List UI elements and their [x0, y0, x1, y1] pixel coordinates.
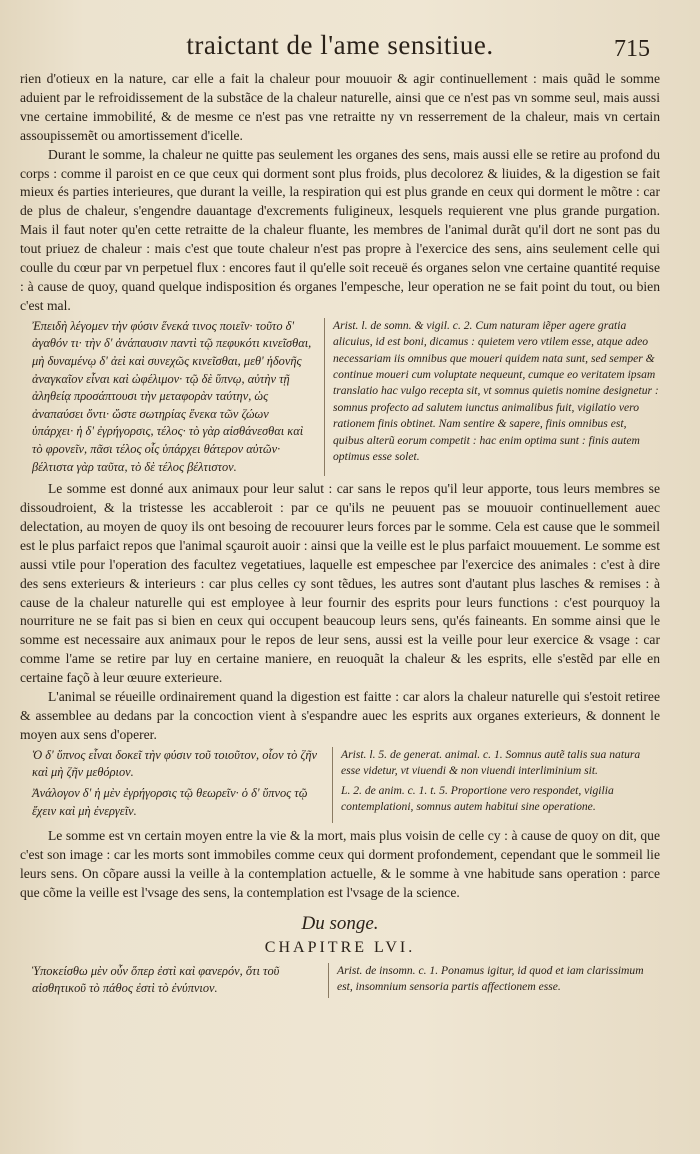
page-number: 715 — [614, 36, 650, 62]
latin-note-a: Arist. l. 5. de generat. animal. c. 1. Somnus autẽ talis sua natura esse videtur, vt viuendi & non viuendi interliminium sit. — [341, 747, 641, 778]
greek-quotation-b: Ἀνάλογον δ' ἡ μὲν ἐγρήγορσις τῷ θεωρεῖν· ὁ δ' ὕπνος τῷ ἔχειν καὶ μὴ ἐνεργεῖν. — [32, 786, 308, 818]
chapter-title: CHAPITRE LVI. — [264, 938, 416, 956]
section-title: Du songe. — [301, 912, 379, 934]
quotation-block-2 — [20, 747, 660, 823]
paragraph-heat-retreat: Durant le somme, la chaleur ne quitte pas seulement les organes des sens, mais aussi elle se retire au profond du corps : comme il paroist en ce que ceux qui dorment sont plus froids, plus decolorez & liuides, & la digestion se fait mieux és parties interieures, que durant la veille, la respiration qui est plus grande en ceux qui dorment le mõtre : car de plus de chaleur, s'engendre dauantage d'excrements fuligineux, lesquels requierent vne plus grande purgation. Mais il faut noter qu'en cette retraitte de la chaleur fluante, les membres de l'animal durãt qu'il dort ne sont pas du tout priuez de chaleur : mais c'est que toute chaleur n'est pas propre à l'exercice des sens, ains seulement celle qui coulle du cœur par vn perpetuel flux : encores faut il qu'elle soit receuë és organes selon vne certaine quantité requise : à cause de quoy, quand quelque indisposition és organes l'empesche, leur operation ne se fait point du tout, ou bien c'est mal. — [20, 146, 660, 313]
greek-quotation: Ἐπειδὴ λέγομεν τὴν φύσιν ἕνεκά τινος ποιεῖν· τοῦτο δ' ἀγαθόν τι· τὴν δ' ἀνάπαυσιν παντὶ τῷ πεφυκότι κινεῖσθαι, μὴ δυναμένῳ δ' ἀεὶ καὶ συνεχῶς κινεῖσθαι, μεθ' ἡδονῆς ἀναγκαῖον εἶναι καὶ ὠφέλιμον· τῷ δὲ ὕπνῳ, αὐτὴν τῇ ἀληθείᾳ προσάπτουσι τὴν μεταφορὰν ταύτην, ὡς ἀναπαύσει ὄντι· ὥστε σωτηρίας ἕνεκα τῶν ζώων ὑπάρχει· ἡ δ' ἐγρήγορσις, τέλος· τὸ γὰρ αἰσθάνεσθαι καὶ τὸ φρονεῖν, πᾶσι τέλος οἷς ὑπάρχει θάτερον αὐτῶν· βέλτιστα γὰρ ταῦτα, τὸ δὲ τέλος βέλτιστον. — [32, 318, 312, 474]
paragraph-sleep-purpose: Le somme est donné aux animaux pour leur salut : car sans le repos qu'il leur apporte, tous leurs membres se dissoudroient, & la tristesse les accableroit : par ce qu'ils ne peuuent pas se mouuoir continuellement auec delectation, au moyen de quoy ils ont besoing de recouurer leurs forces par le somme. Cela est cause que le sommeil est le plus parfaict repos que l'animal sçauroit auoir : ainsi que la veille est le plus parfaict mouuement. Le somme est aussi vtile pour l'operation des facultez vegetatiues, laquelle est empeschee par l'exercice des animales : c'est à dire des sens exterieurs & interieurs : car plus celles cy sont tẽdues, les autres sont d'autant plus lasches & remises : à cause de la chaleur naturelle qui est employee à leur fournir des esprits pour leurs functions : c'est pourquoy la nourriture ne se fait pas si bien en ceux qui occupent beaucoup leurs sens, qu'és faineants. En somme ainsi que le somme est necessaire aux animaux pour le repos de leur sens, aussi est la veille pour leur exercice & vsage : car comme l'ame se retire par luy en certaine maniere, en reuoquãt la chaleur & les esprits, elle s'estẽd par elle en certaine façõ à leur œuure exterieure. — [20, 481, 660, 686]
quotation-block-3 — [20, 963, 660, 998]
latin-margin-notes — [332, 747, 660, 823]
running-head — [20, 30, 660, 68]
running-title: traictant de l'ame sensitiue. — [186, 30, 494, 60]
latin-margin-note: Arist. l. de somn. & vigil. c. 2. Cum naturam iẽper agere gratia alicuius, id est boni, dicamus : quietem vero vtilem esse, atque adeo necessariam iis omnibus que moueri quidem nata sunt, sed semper & continue moueri cum voluptate nequeunt, cumque eo veritatem ipsam translatio hac vulgo recepta sit, vt somnus quietis nomine designetur : somnus profecto ad salutem iunctus animalibus fuit, vigilatio vero rationem finis obtinet. Nam sentire & sapere, finis omnibus est, quibus alterũ eorum competit : hac enim optima sunt : finis autem optimus esse solet. — [324, 318, 660, 476]
quotation-block-1 — [20, 318, 660, 476]
latin-note-dream: Arist. de insomn. c. 1. Ponamus igitur, id quod et iam clarissimum est, insomnium sensoria partis affectionem esse. — [328, 963, 660, 998]
paragraph-continuation: rien d'otieux en la nature, car elle a fait la chaleur pour mouuoir & agir continuellement : mais quãd le somme aduient par le refroidissement de la substãce de la chaleur naturelle, ainsi que ce n'est pas vn somme seul, mais aussi vne certaine immobilité, & de mesme ce n'est pas vne retraitte ny vn resserrement de la chaleur, mais vn certain assoupissemẽt ou amortissement d'icelle. — [20, 71, 660, 143]
greek-quotation-a: Ὁ δ' ὕπνος εἶναι δοκεῖ τὴν φύσιν τοῦ τοιοῦτον, οἷον τὸ ζῆν καὶ μὴ ζῆν μεθόριον. — [32, 747, 318, 780]
latin-note-b: L. 2. de anim. c. 1. t. 5. Proportione vero respondet, vigilia contemplationi, somnus autem habitui sine operatione. — [341, 783, 614, 814]
greek-quotations — [20, 747, 320, 823]
paragraph-awakening: L'animal se réueille ordinairement quand la digestion est faitte : car alors la chaleur naturelle qui s'estoit retiree & assemblee au dedans par la concoction vient à s'espandre auec les esprits aux organes exterieurs, & donnent le moyen aux sens d'operer. — [20, 689, 660, 742]
paragraph-sleep-death: Le somme est vn certain moyen entre la vie & la mort, mais plus voisin de celle cy : à cause de quoy on dit, que c'est son image : car les morts sont immobiles comme ceux qui dorment profondement, cependant que le sommeil lie leurs sens. On cõpare aussi la veille à la contemplation actuelle, & le somme à vne habitude sans operation : parce que cõme la veille est l'vsage des sens, la contemplation est l'vsage de la science. — [20, 828, 660, 900]
greek-quotation-dream: Ὑποκείσθω μὲν οὖν ὅπερ ἐστὶ καὶ φανερόν, ὅτι τοῦ αἰσθητικοῦ τὸ πάθος ἐστὶ τὸ ἐνύπνιον. — [32, 963, 280, 996]
